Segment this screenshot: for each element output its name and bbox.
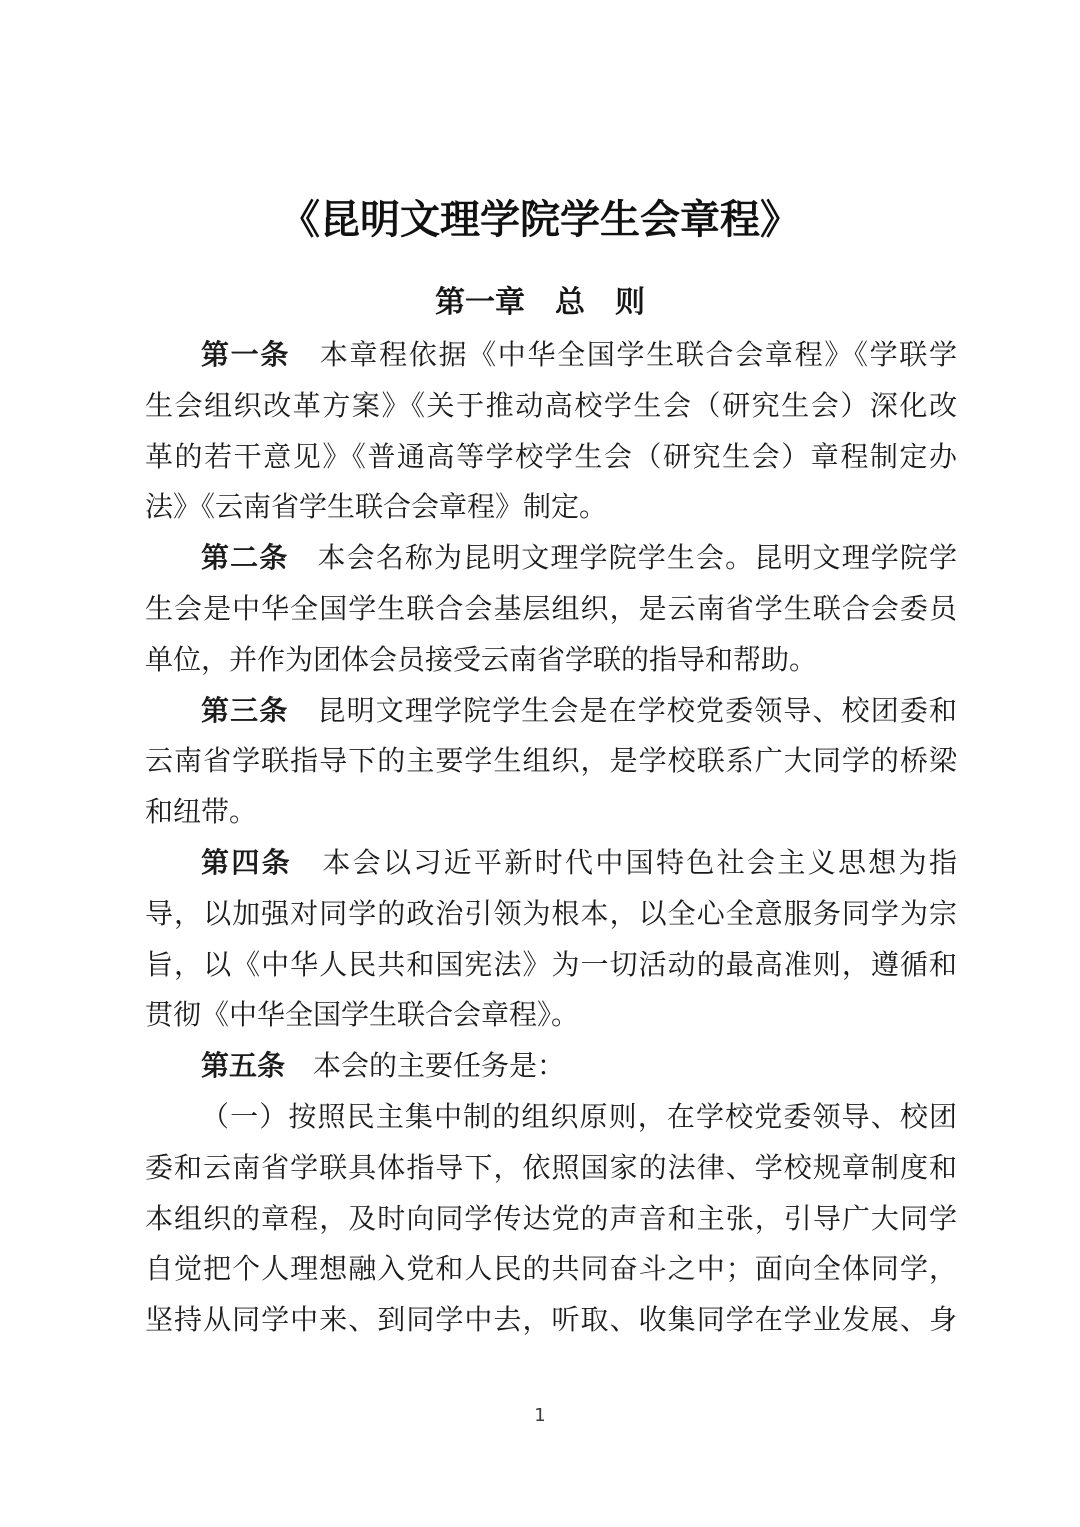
- body-line: [145, 940, 957, 991]
- page-number: 1: [534, 1405, 546, 1426]
- body-line: [145, 686, 957, 737]
- body-line-text: 坚持从同学中来、到同学中去，听取、收集同学在学业发展、身: [145, 1303, 957, 1337]
- body-line-text: 委和云南省学联具体指导下，依照国家的法律、学校规章制度和: [145, 1150, 957, 1184]
- body-line: [145, 990, 957, 1041]
- body-line: [145, 635, 957, 686]
- body-line: [145, 482, 957, 533]
- body-line: [145, 1244, 957, 1295]
- body-line-text: 本会名称为昆明文理学院学生会。昆明文理学院学: [317, 541, 957, 575]
- body-line: [145, 889, 957, 940]
- article-number-label: 第一条: [201, 338, 291, 371]
- body-line: [145, 381, 957, 432]
- body-line-text: 本章程依据《中华全国学生联合会章程》《学联学: [319, 338, 957, 371]
- body-line: [145, 736, 957, 787]
- body-line-text: 贯彻《中华全国学生联合会章程》。: [145, 998, 580, 1032]
- body-line: [145, 838, 957, 889]
- document-body: [145, 330, 957, 1346]
- body-line-text: 法》《云南省学生联合会章程》制定。: [145, 490, 608, 524]
- article-number-label: 第五条: [201, 1049, 286, 1083]
- body-line: [145, 584, 957, 635]
- body-line: [145, 1041, 957, 1092]
- article-number-label: 第三条: [201, 693, 289, 727]
- body-line-text: 自觉把个人理想融入党和人民的共同奋斗之中；面向全体同学，: [145, 1252, 957, 1286]
- body-line-text: 本组织的章程，及时向同学传达党的声音和主张，引导广大同学: [145, 1201, 957, 1235]
- body-line-text: 生会组织改革方案》《关于推动高校学生会（研究生会）深化改: [145, 388, 957, 422]
- body-line: [145, 330, 957, 381]
- document-title: 《昆明文理学院学生会章程》: [280, 196, 800, 243]
- body-line-text: （一）按照民主集中制的组织原则，在学校党委领导、校团: [201, 1099, 957, 1133]
- body-line: [145, 1092, 957, 1143]
- article-number-label: 第二条: [201, 541, 289, 575]
- body-line-text: 本会的主要任务是：: [313, 1049, 566, 1083]
- body-line-text: 本会以习近平新时代中国特色社会主义思想为指: [322, 845, 957, 879]
- body-line: [145, 432, 957, 483]
- body-line-text: 云南省学联指导下的主要学生组织，是学校联系广大同学的桥梁: [145, 744, 957, 778]
- body-line-text: 生会是中华全国学生联合会基层组织，是云南省学生联合会委员: [145, 591, 957, 625]
- body-line: [145, 1143, 957, 1194]
- body-line-text: 导，以加强对同学的政治引领为根本，以全心全意服务同学为宗: [145, 896, 957, 930]
- body-line-text: 和纽带。: [145, 795, 258, 829]
- body-line-text: 革的若干意见》《普通高等学校学生会（研究生会）章程制定办: [145, 439, 957, 473]
- body-line: [145, 787, 957, 838]
- body-line-text: 旨，以《中华人民共和国宪法》为一切活动的最高准则，遵循和: [145, 947, 957, 981]
- body-line: [145, 1194, 957, 1245]
- body-line-text: 单位，并作为团体会员接受云南省学联的指导和帮助。: [145, 642, 818, 676]
- chapter-heading: 第一章 总 则: [435, 285, 645, 320]
- article-number-label: 第四条: [201, 845, 292, 879]
- body-line: [145, 1295, 957, 1346]
- body-line-text: 昆明文理学院学生会是在学校党委领导、校团委和: [317, 693, 957, 727]
- body-line: [145, 533, 957, 584]
